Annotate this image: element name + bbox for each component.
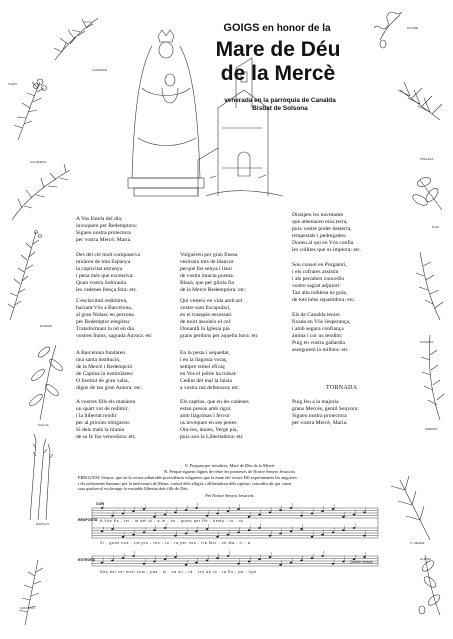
music-note: [111, 528, 114, 530]
music-note: [332, 563, 335, 565]
music-note: [353, 527, 356, 529]
prayer-closing: Per Nostre Senyor Jesucrist.: [205, 493, 255, 498]
stanza-left-1: A Vos Estela del dia, invoquem per Redemptora: Sigueu nostra protectora per vostra Mercè, Maria.: [76, 216, 138, 243]
music-note: [174, 512, 177, 514]
music-note: [269, 512, 272, 514]
music-note: [153, 561, 156, 563]
plant-label-pinassa: PINASSA: [420, 157, 434, 161]
plant-label-salvia: SALVIA: [38, 423, 49, 427]
stanza-middle-4: Els captius, que en les cadenes estan presos amb rigor, amb llàgrimas i fervor us invoquen en ses penes: Otu-los, dones, Verge pia, puix sou la Llibertadora: etc: [180, 399, 249, 440]
plant-label-ginesta: GINESTA: [420, 340, 434, 344]
music-note: [363, 556, 366, 558]
music-note: [122, 513, 125, 515]
music-note: [101, 562, 104, 564]
music-note: [258, 527, 261, 529]
plant-label-romani: ROMANÍ: [40, 324, 53, 328]
music-label-estrofa: ESTROFA: [78, 558, 95, 562]
plant-espigol-illustration: [30, 434, 53, 520]
music-note: [258, 514, 261, 516]
music-note: [101, 530, 104, 532]
music-note: [269, 556, 272, 558]
music-note: [216, 513, 219, 515]
music-note: [300, 528, 303, 530]
music-label-cor: COR: [96, 502, 104, 506]
subtitle-parish: venerada en la parròquia de Canalda: [224, 97, 336, 104]
music-note: [248, 561, 251, 563]
plant-taris-illustration: [14, 79, 47, 140]
music-note: [321, 510, 324, 512]
plant-label-salzeras: SALZERAS: [30, 160, 47, 164]
music-note: [195, 530, 198, 532]
plant-label-taris: TARIS: [8, 82, 18, 86]
pre-title-goigs: GOIGS: [223, 22, 260, 34]
plant-faig-illustration: [411, 176, 442, 210]
music-note: [269, 535, 272, 537]
music-note: [363, 512, 366, 514]
plant-label-camilani: CAMILANI: [20, 606, 35, 610]
music-note: [342, 561, 345, 563]
music-label-resposta: RESPOSTA: [78, 518, 98, 522]
prayer-versicle: V. Pregueu per nosaltres, Mare de Déu de la Mercè.: [184, 463, 276, 468]
plant-salzeras-illustration: [12, 164, 70, 220]
music-note: [101, 507, 104, 509]
plant-label-faig: FAIG: [432, 225, 440, 229]
music-note: [279, 509, 282, 511]
title-line-2: de la Mercè: [220, 62, 336, 85]
music-note: [195, 562, 198, 564]
music-note: [279, 564, 282, 566]
plant-vermut-illustration: [421, 335, 444, 420]
music-note: [290, 507, 293, 509]
music-note: [111, 515, 114, 517]
plant-label-roure: ROURE: [407, 26, 419, 30]
music-note: [206, 528, 209, 530]
music-note: [248, 529, 251, 531]
music-note: [227, 510, 230, 512]
stanza-left-5: A vostres fills els manàreu un quart vot de redimir, i la llibertat rendir per al pròxim obligàreu: Si dels mals la tirania de sa fe fos vencedora: etc.: [76, 399, 137, 440]
music-note: [164, 527, 167, 529]
plant-romani-illustration: [8, 231, 42, 321]
tornada-text: Puig feu a la majoria grans Mercès, gentil Senyora: Sigueu nostra protectora per vostra Mercè, Maria.: [292, 399, 359, 426]
plant-label-p-negre: P. NEGRE: [410, 541, 425, 545]
plant-canemas-illustration: [54, 18, 98, 60]
stanza-middle-3: En la pesta i sequedat, i en la llagosta voraç, sempre remei eficaç en Vos el poble ha trobat: Cedint del mal la falsia a vostra mà defensora: etc.: [180, 350, 240, 391]
music-note: [164, 514, 167, 516]
plant-alzina-illustration: [419, 555, 442, 615]
music-note: [342, 529, 345, 531]
music-note: [237, 563, 240, 565]
music-note: [311, 513, 314, 515]
music-note: [206, 560, 209, 562]
tornada-heading: TORNADA: [326, 385, 358, 391]
stanza-left-3: L'esclavitud redimíreu, baixant Vós a Barcelona, al gran Nolasc en persona per Redemptor elegíreu: Transformant la nit en dia vostres llums, sagrada Aurora: etc: [76, 298, 152, 339]
plant-label-alzina: ALZINA: [420, 557, 431, 561]
music-end-label: Quatre versos: [350, 560, 373, 564]
music-note: [132, 534, 135, 536]
stanza-right-3: Els de Canalda tenim fixada en Vós l'esperança, i amb segura confiança ànima i cor us rendim: Puig en vostra gallardia assegurem la millora: etc: [292, 312, 351, 353]
music-note: [174, 535, 177, 537]
music-note: [185, 509, 188, 511]
music-note: [353, 514, 356, 516]
music-note: [216, 557, 219, 559]
music-note: [132, 555, 135, 557]
plant-label-canemas: CANEMÀS: [92, 68, 108, 72]
music-note: [227, 534, 230, 536]
music-note: [185, 533, 188, 535]
title-line-1: Mare de Déu: [215, 38, 341, 61]
pre-title: [207, 22, 347, 34]
music-note: [122, 557, 125, 559]
music-note: [216, 536, 219, 538]
plant-ginesta-illustration: [416, 252, 443, 320]
music-note: [237, 508, 240, 510]
music-note: [185, 564, 188, 566]
music-note: [332, 508, 335, 510]
music-note: [363, 535, 366, 537]
stanza-middle-1: Volguéreu per gran finesa vestissin tots de blancor perquè fos senya i llaor de vostra intacta puresa: Blasó, que per glòria fia de la Mercè Redemptora: etc.: [180, 252, 247, 293]
music-note: [321, 534, 324, 536]
music-note: [164, 558, 167, 560]
music-note: [122, 536, 125, 538]
plant-camilani-illustration: [19, 560, 43, 625]
music-note: [258, 558, 261, 560]
music-note: [111, 560, 114, 562]
music-note: [132, 510, 135, 512]
prayer-response: R. Perquè siguem dignes de rebre les promeses de Nostre Senyor Jesucrist.: [164, 469, 296, 474]
pre-title-rest: en honor de la: [262, 23, 331, 34]
music-note: [237, 532, 240, 534]
lyric-line-1: A Vos Es - tel - la del di - a in - vo - quem per Re - demp - to - ra: [100, 519, 244, 523]
music-note: [206, 515, 209, 517]
music-note: [311, 536, 314, 538]
plant-pinassa-illustration: [398, 82, 442, 120]
music-note: [332, 532, 335, 534]
stanza-middle-2: Qui vesteix en vida amb zel vostre sant Escapulari, en el trasspàs necessari de mort assoleix el cel: Donantli la Iglesia pia grans perdons per aquella hora: etc: [180, 298, 259, 339]
music-note: [227, 555, 230, 557]
stanza-right-1: Dissipeu les nuvolades que amenacen eixa terra, puix vostre poder desterra, tempestats i pedregades: Doneu al qui en Vós confia les collites que us implora: etc.: [292, 212, 362, 253]
plant-label-espigol: ESPÍGOL: [36, 522, 50, 526]
music-note: [174, 556, 177, 558]
lyric-line-3: Des del cel molt com - pas - si - va mi - rà - reu de to - ta Es - pa - nya: [100, 570, 257, 574]
music-note: [143, 563, 146, 565]
plant-salvia-illustration: [28, 345, 64, 420]
music-note: [300, 515, 303, 517]
music-note: [300, 560, 303, 562]
stanza-left-4: A Barcelona fundàreu una santa institució, de la Mercè i Redempció de Captius la instituïàreu: O Institut de gran valia, digne de tan gran Autora: etc.: [76, 350, 143, 391]
lyric-line-2: Si - gueu nos - tra pro - tec - to - ra per vos - tra Mer - cè Ma - ri - a: [100, 541, 251, 545]
music-note: [195, 507, 198, 509]
prayer-collect: PREGUEM: Senyor, que en la vostra admirable providència vulguéreu que la mare del vostre Fill experimentés les angoixes i els sofriments humans; per la intercessió de Maria, consol dels afligits i alliberadora dels captius, concediu als qui viuen sota qualsevol esclavatge la veritable llibertat dels fills de Déu.: [78, 475, 297, 492]
music-note: [248, 516, 251, 518]
music-note: [290, 562, 293, 564]
music-note: [290, 530, 293, 532]
music-note: [143, 532, 146, 534]
music-note: [311, 557, 314, 559]
stanza-right-2: Sou consol en Purgatori, i els cofrares assistiu i als pecadors concediu vostre sagrat adjutori: Tan alta noblesa us guia, de tots béns repartidora: etc.: [292, 262, 356, 303]
music-note: [153, 516, 156, 518]
plant-roure-illustration: [374, 12, 402, 48]
music-note: [342, 516, 345, 518]
plant-label-vermut: VERMUT: [425, 427, 439, 431]
subtitle-diocese: Bisbat de Solsona: [252, 105, 308, 112]
music-note: [143, 508, 146, 510]
music-note: [153, 529, 156, 531]
music-note: [279, 533, 282, 535]
stanza-left-2: Des del cel molt compassiva miràreu de tota Espanya la captivitat estranya i pena més que excessiva: Quan vostra Sobirania les cadenes llença fora: etc.: [76, 252, 141, 293]
music-note: [321, 555, 324, 557]
